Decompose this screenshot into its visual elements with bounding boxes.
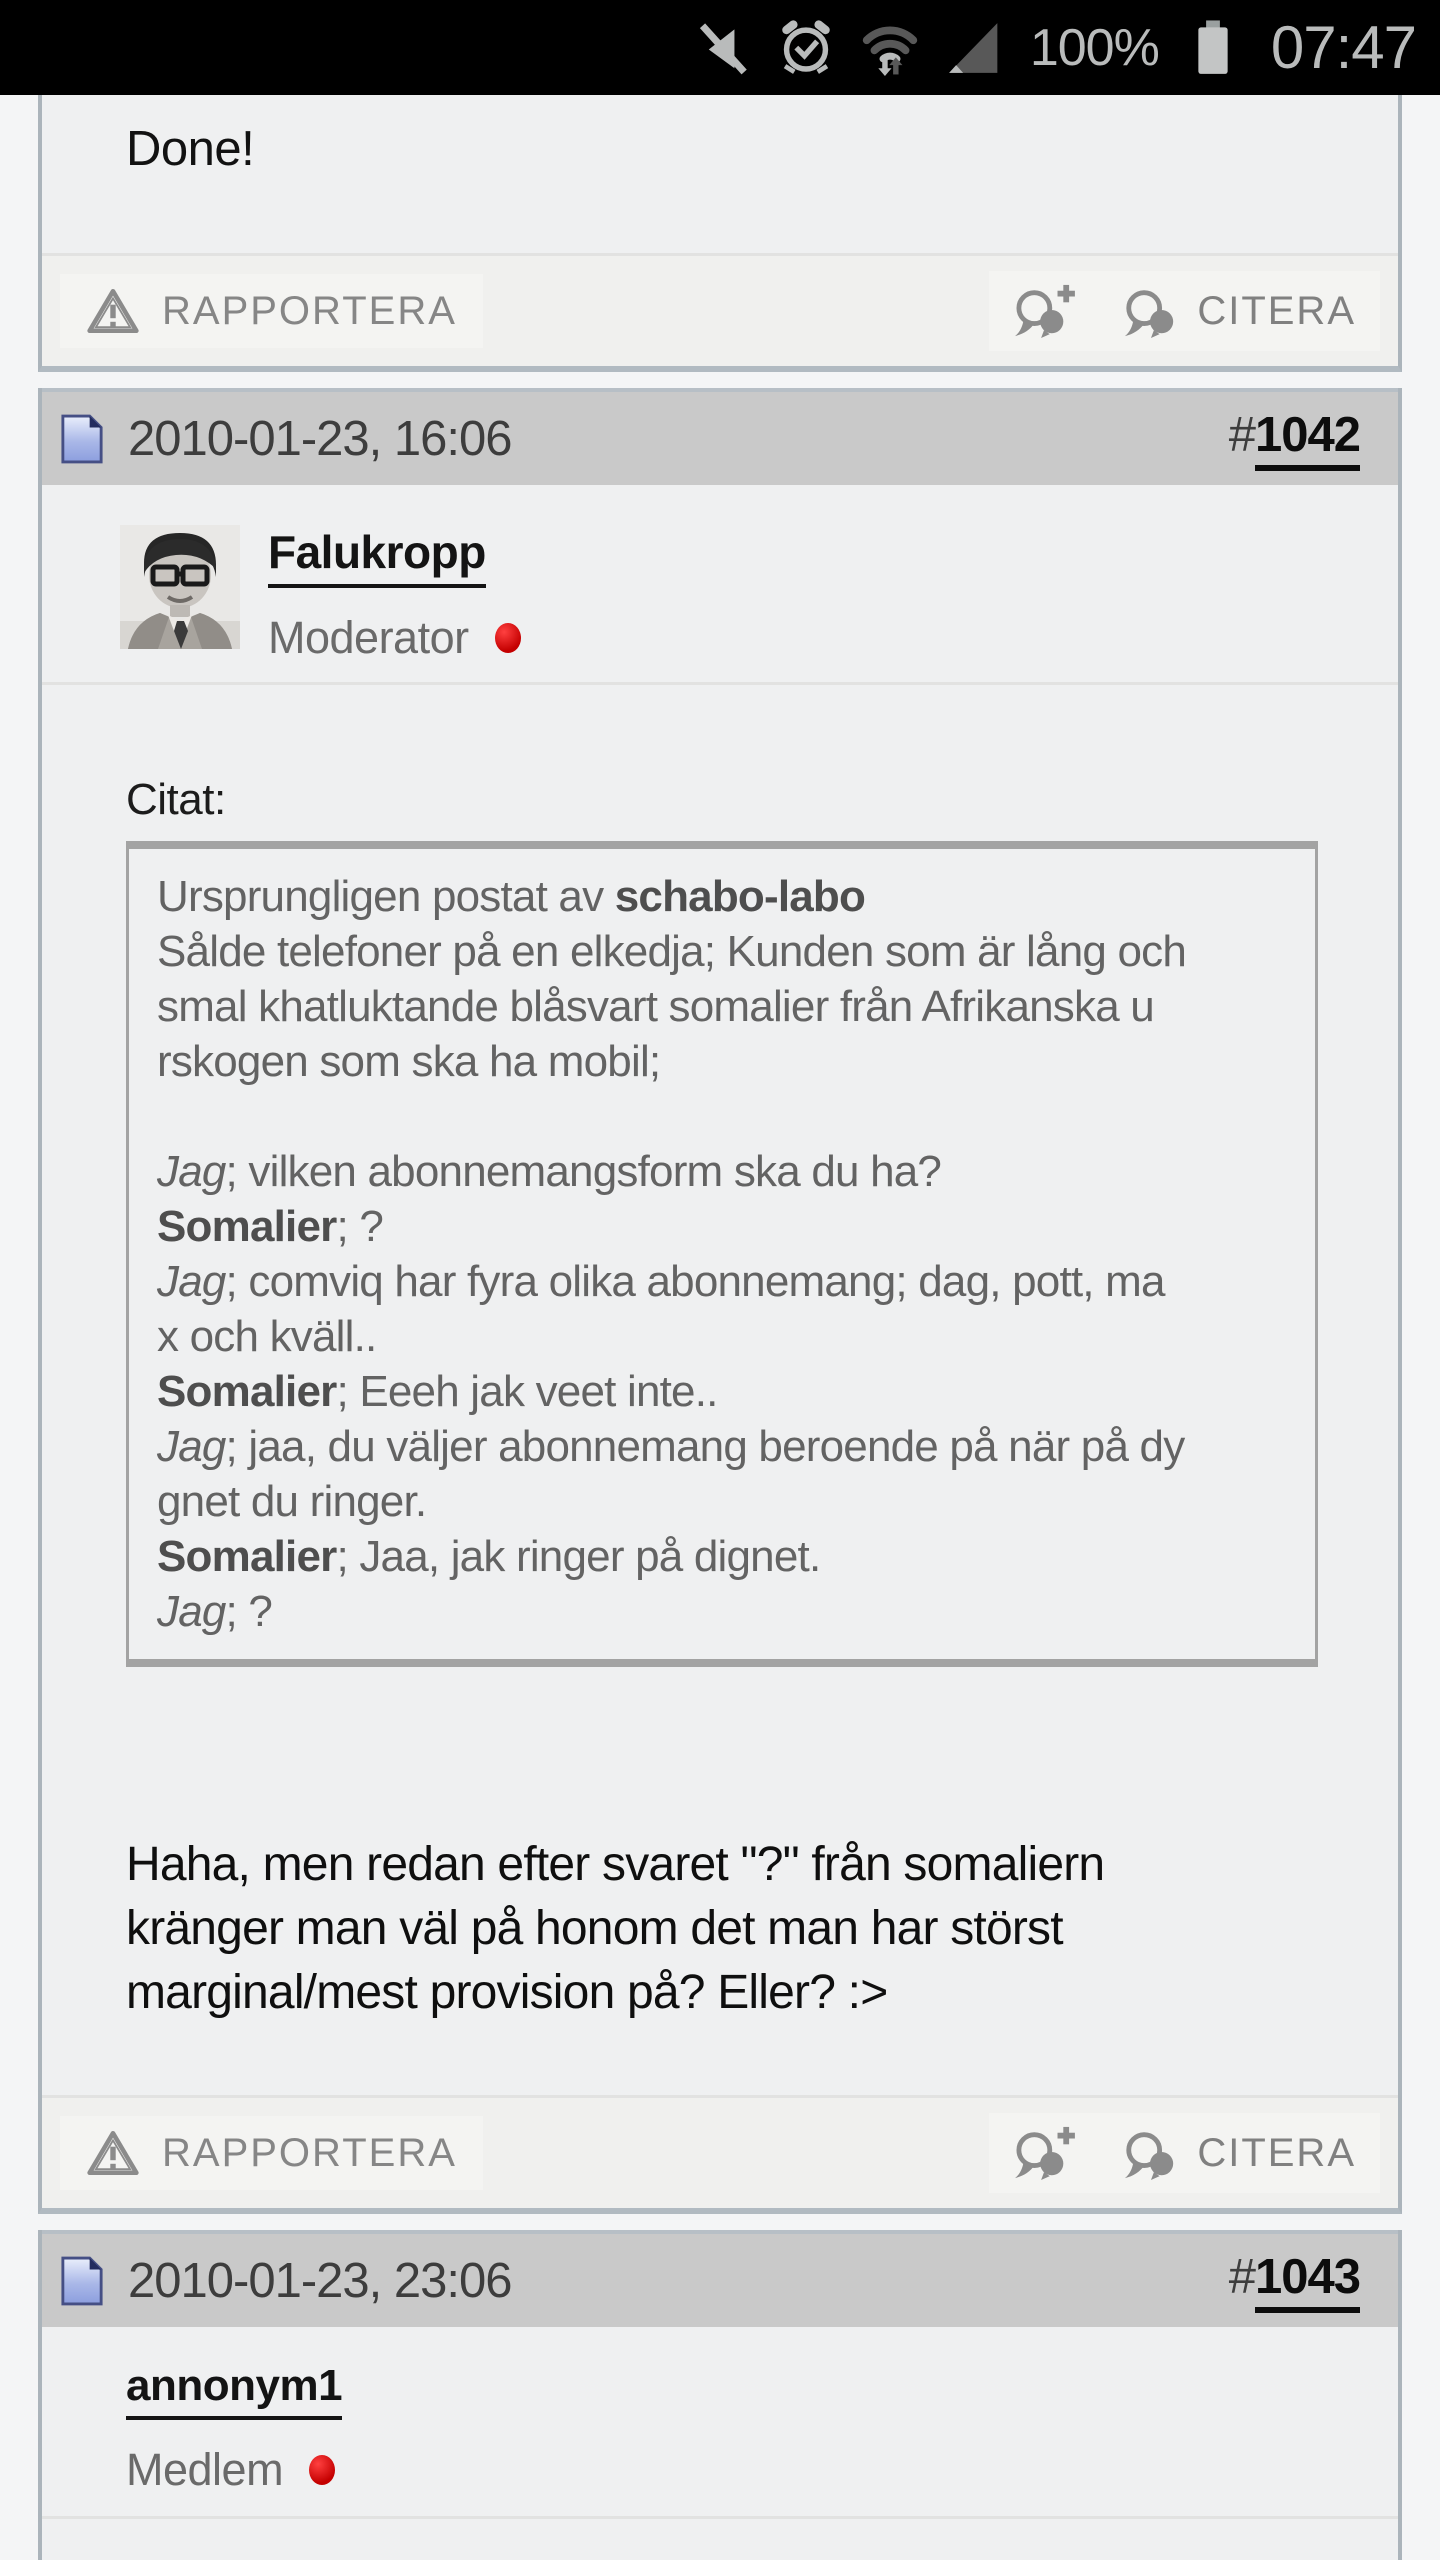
battery-icon xyxy=(1187,17,1239,79)
post-header xyxy=(42,2230,1398,2327)
online-status-dot xyxy=(495,623,521,653)
cite-button[interactable] xyxy=(1121,283,1356,339)
quote-box xyxy=(126,841,1318,1667)
user-block xyxy=(42,2327,1398,2516)
muted-speaker-icon xyxy=(694,20,750,76)
cite-label: CITERA xyxy=(1197,2130,1356,2175)
post-number-link[interactable]: #1042 xyxy=(1229,407,1360,471)
quote-actions xyxy=(989,271,1380,351)
user-block xyxy=(42,485,1398,682)
thread-page xyxy=(0,95,1440,2560)
post-date: 2010-01-23, 16:06 xyxy=(128,411,512,466)
cite-button[interactable] xyxy=(1121,2125,1356,2181)
avatar[interactable] xyxy=(120,525,240,649)
document-page-icon xyxy=(60,414,104,464)
post-action-bar xyxy=(42,256,1398,366)
report-button[interactable] xyxy=(60,274,483,348)
clock-time: 07:47 xyxy=(1270,14,1416,81)
multiquote-plus-icon[interactable] xyxy=(1013,2125,1075,2181)
user-info xyxy=(126,2361,342,2496)
warning-triangle-icon xyxy=(86,2128,140,2178)
post-1042 xyxy=(38,388,1402,2214)
quote-label: Citat: xyxy=(126,775,226,824)
post-date: 2010-01-23, 23:06 xyxy=(128,2253,512,2308)
post-body: Haha, men redan efter svaret "?" från somaliern kränger man väl på honom det man har störst marginal/mest provision på? Eller? :> xyxy=(126,1838,1105,2019)
post-gap xyxy=(38,2214,1402,2230)
quote-actions xyxy=(989,2113,1380,2193)
username-link[interactable]: Falukropp xyxy=(268,525,486,588)
wifi-data-icon xyxy=(862,20,918,76)
post-partial-top xyxy=(38,95,1402,372)
multiquote-plus-icon[interactable] xyxy=(1013,283,1075,339)
user-title: Medlem xyxy=(126,2444,284,2495)
alarm-clock-icon xyxy=(778,20,834,76)
post-1043 xyxy=(38,2230,1402,2560)
status-bar xyxy=(0,0,1440,95)
post-gap xyxy=(38,372,1402,388)
user-title-row xyxy=(268,612,521,664)
user-info xyxy=(268,525,521,664)
user-title: Moderator xyxy=(268,612,469,663)
online-status-dot xyxy=(309,2455,335,2485)
quote-lines: Ursprungligen postat av schabo-labo Sålde telefoner på en elkedja; Kunden som är lång och smal khatluktande blåsvart somalier från Afrikanska u rskogen som ska ha mobil; Jag; vilken abonnemangsform ska du ha? Somalier; ? Jag; comviq har fyra olika abonnemang; dag, pott, ma x och kväll.. Somalier; Eeeh jak veet inte.. Jag; jaa, du väljer abonnemang beroende på när på dy gnet du ringer. Somalier; Jaa, jak ringer på dignet. Jag; ? xyxy=(157,872,1187,1636)
cite-label: CITERA xyxy=(1197,288,1356,333)
report-label: RAPPORTERA xyxy=(162,2130,457,2175)
document-page-icon xyxy=(60,2256,104,2306)
post-message xyxy=(42,685,1398,2095)
user-title-row xyxy=(126,2444,342,2496)
post-message: Done! xyxy=(126,122,255,176)
report-button[interactable] xyxy=(60,2116,483,2190)
post-header xyxy=(42,388,1398,485)
battery-percent: 100% xyxy=(1029,18,1159,77)
post-message-clipped xyxy=(42,2519,1398,2560)
quote-bubble-icon xyxy=(1121,283,1179,339)
warning-triangle-icon xyxy=(86,286,140,336)
quote-bubble-icon xyxy=(1121,2125,1179,2181)
cellular-signal-icon xyxy=(946,20,1002,76)
username-link[interactable]: annonym1 xyxy=(126,2361,342,2420)
post-action-bar xyxy=(42,2098,1398,2208)
post-number-link[interactable]: #1043 xyxy=(1229,2249,1360,2313)
report-label: RAPPORTERA xyxy=(162,288,457,333)
